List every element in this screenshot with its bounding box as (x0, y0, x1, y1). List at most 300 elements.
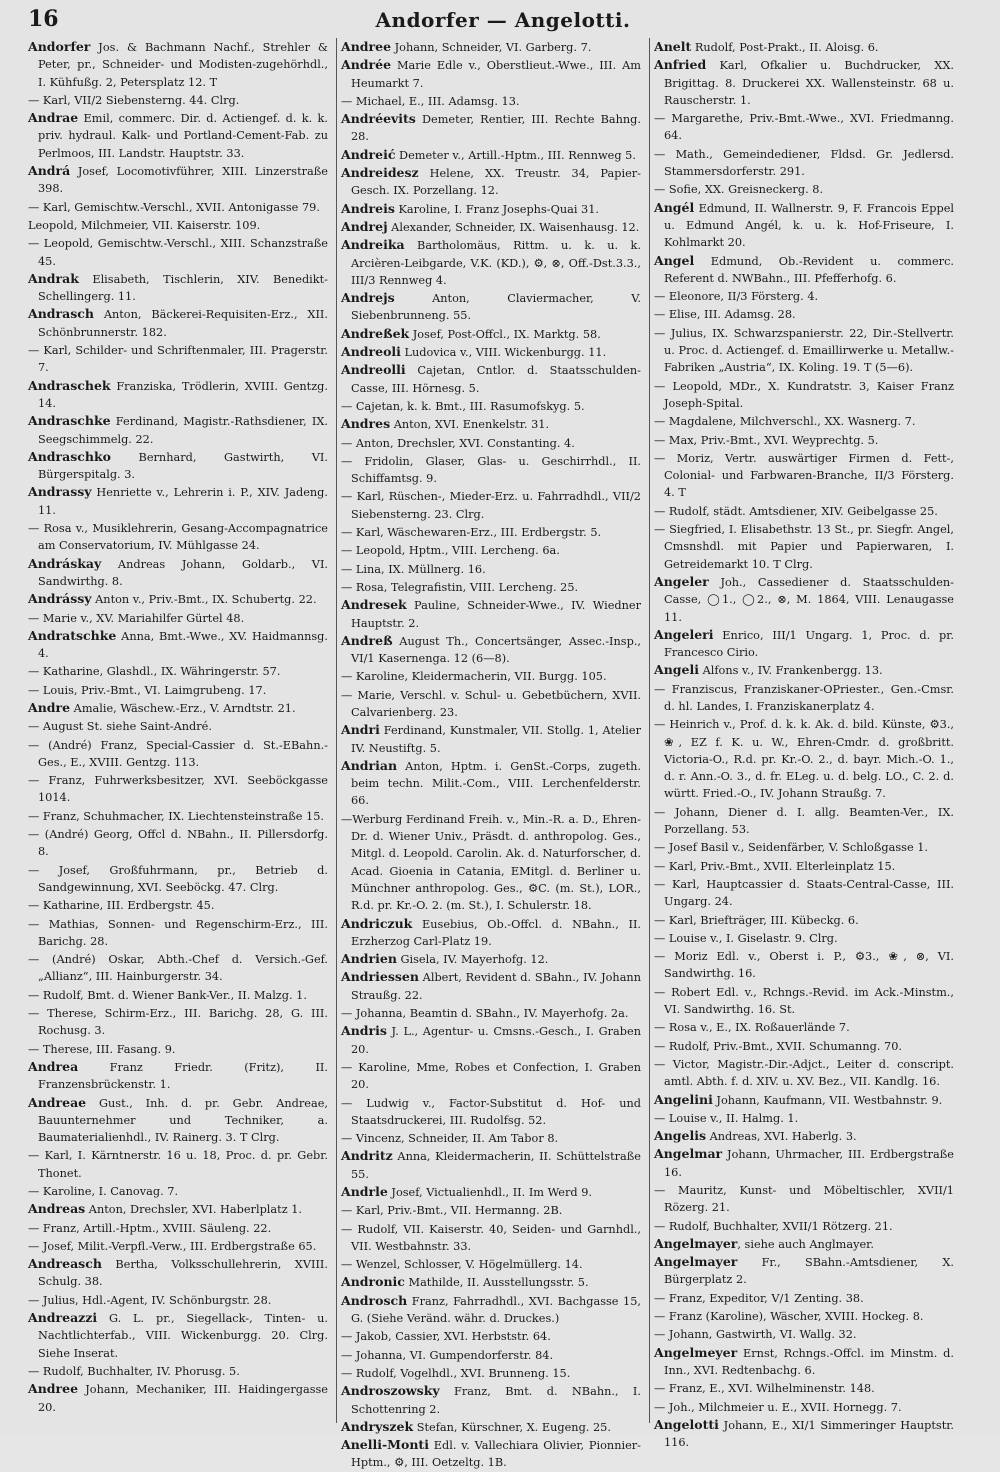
directory-entry (654, 929, 954, 947)
entry-details: Josef, Post-Offcl., IX. Marktg. 58. (409, 327, 601, 341)
directory-entry (341, 289, 641, 325)
directory-entry (28, 896, 328, 914)
entry-details: Alexander, Schneider, IX. Waisenhausg. 12. (387, 220, 640, 234)
entry-surname: Andreasch (28, 1256, 102, 1272)
entry-details: J. L., Agentur- u. Cmsns.-Gesch., I. Graben 20. (351, 1025, 641, 1056)
entry-surname: Andrej (341, 218, 388, 234)
directory-entry (654, 1289, 954, 1307)
directory-entry (28, 162, 328, 198)
entry-surname: Andrien (341, 951, 397, 967)
entry-details: Franz Friedr. (Fritz), II. Franzensbrückenstr. 1. (38, 1060, 328, 1092)
entry-details: Ludovica v., VIII. Wickenburgg. 11. (400, 346, 607, 360)
entry-surname: Andrae (28, 110, 79, 126)
entry-details: Alfons v., IV. Frankenbergg. 13. (698, 664, 883, 678)
entry-details: — Rosa, Telegrafistin, VIII. Lercheng. 25. (341, 580, 579, 594)
directory-entry (341, 325, 641, 343)
entry-details: — Robert Edl. v., Rchngs.-Revid. im Ack.-Minstm., VI. Sandwirthg. 16. St. (654, 985, 954, 1017)
directory-entry (341, 397, 641, 415)
entry-details: — Karl, I. Kärntnerstr. 16 u. 18, Proc. d. pr. Gebr. Thonet. (28, 1149, 328, 1180)
entry-details: Mathilde, II. Ausstellungsstr. 5. (404, 1276, 589, 1290)
directory-entry (341, 721, 641, 757)
entry-surname: Andreoli (341, 344, 401, 360)
entry-surname: Andráskay (28, 555, 102, 571)
directory-entry (654, 875, 954, 911)
directory-entry (341, 810, 641, 915)
directory-entry (654, 252, 954, 288)
entry-surname: Angelis (654, 1128, 707, 1144)
directory-entry (341, 1201, 641, 1219)
directory-entry (654, 324, 954, 377)
entry-details: — Julius, IX. Schwarzspanierstr. 22, Dir.-Stellvertr. u. Proc. d. Actiengef. d. Emaillirwerke u. Metallw.-Fabriken „Austria“, IX. Koling. 19. T (5—6). (654, 326, 954, 375)
entry-details: — Katharine, III. Erdbergstr. 45. (28, 899, 215, 913)
directory-entry (654, 626, 954, 662)
entry-details: Ernst, Rchngs.-Offcl. im Minstm. d. Inn., XVI. Redtenbachg. 6. (664, 1346, 954, 1377)
directory-entry (341, 38, 641, 56)
directory-entry (341, 487, 641, 523)
entry-details: — Math., Gemeindediener, Fldsd. Gr. Jedlersd. Stammersdorferstr. 291. (654, 147, 954, 179)
directory-entry (28, 699, 328, 717)
entry-details: — Franz, Artill.-Hptm., XVIII. Säuleng. 22. (28, 1221, 272, 1235)
directory-entry (28, 1291, 328, 1309)
directory-entry (28, 270, 328, 306)
directory-entry (341, 1022, 641, 1058)
entry-details: — Max, Priv.-Bmt., XVI. Weyprechtg. 5. (654, 433, 879, 447)
entry-surname: Andreis (341, 200, 395, 216)
directory-entry (654, 983, 954, 1019)
directory-entry (654, 947, 954, 983)
entry-details: — Franz, Fuhrwerksbesitzer, XVI. Seeböckgasse 1014. (28, 774, 328, 805)
directory-entry (654, 502, 954, 520)
entry-surname: Angeleri (654, 626, 714, 642)
entry-details: Emil, commerc. Dir. d. Actiengef. d. k. k. priv. hydraul. Kalk- und Portland-Cement-Fab. zu Perlmoos, III. Landstr. Hauptstr. 33. (38, 112, 328, 160)
directory-entry (654, 449, 954, 502)
directory-entry (341, 560, 641, 578)
entry-details: Andreas, XVI. Haberlg. 3. (706, 1130, 857, 1144)
directory-entry (341, 146, 641, 164)
entry-surname: Andree (28, 1381, 79, 1397)
entry-details: Franz, Fahrradhdl., XVI. Bachgasse 15, G. (Siehe Veränd. währ. d. Druckes.) (351, 1294, 641, 1326)
entry-details: — Marie, Verschl. v. Schul- u. Gebetbüchern, XVII. Calvarienberg. 23. (341, 688, 641, 719)
entry-details: Anton, Claviermacher, V. Siebenbrunneng. 55. (351, 292, 641, 323)
entry-surname: Andre (28, 699, 71, 715)
entry-details: — Elise, III. Adamsg. 28. (654, 308, 796, 322)
directory-entry (654, 1127, 954, 1145)
running-title: Andorfer — Angelotti. (375, 8, 631, 32)
entry-surname: Angelini (654, 1091, 713, 1107)
entry-details: Pauline, Schneider-Wwe., IV. Wiedner Hauptstr. 2. (351, 599, 641, 630)
entry-details: — Vincenz, Schneider, II. Am Tabor 8. (341, 1132, 559, 1146)
entry-details: — Katharine, Glashdl., IX. Währingerstr. 57. (28, 665, 281, 679)
directory-entry (654, 1398, 954, 1416)
directory-entry (341, 56, 641, 92)
directory-entry (654, 1055, 954, 1091)
directory-entry (28, 609, 328, 627)
entry-details: Ferdinand, Magistr.-Rathsdiener, IX. Seegschimmelg. 22. (38, 415, 328, 446)
entry-details: — Moriz Edl. v., Oberst i. P., ⚙3., ❀, ⊗, VI. Sandwirthg. 16. (654, 950, 954, 981)
directory-entry (341, 667, 641, 685)
entry-surname: Angelmayer (654, 1235, 738, 1251)
directory-entry (28, 483, 328, 519)
directory-entry (654, 1307, 954, 1325)
entry-details: — Karoline, Kleidermacherin, VII. Burgg. 105. (341, 670, 607, 684)
directory-entry (28, 412, 328, 448)
entry-surname: Andreolli (341, 362, 406, 378)
entry-details: Franz, Bmt. d. NBahn., I. Schottenring 2. (351, 1385, 641, 1416)
entry-surname: Andrejs (341, 290, 395, 306)
entry-surname: Andri (341, 722, 380, 738)
directory-entry (654, 305, 954, 323)
entry-surname: Andreidesz (341, 165, 419, 181)
entry-details: — Rudolf, Vogelhdl., XVI. Brunneng. 15. (341, 1366, 571, 1380)
entry-details: Elisabeth, Tischlerin, XIV. Benedikt-Schellingerg. 11. (38, 272, 328, 304)
entry-details: Karl, Ofkalier u. Buchdrucker, XX. Brigittag. 8. Druckerei XX. Wallensteinstr. 68 u. Rauscherstr. 1. (664, 59, 954, 107)
entry-details: — Rosa v., E., IX. Roßauerlände 7. (654, 1021, 850, 1035)
entry-surname: Andritz (341, 1148, 393, 1164)
directory-entry (341, 596, 641, 632)
directory-entry (28, 1040, 328, 1058)
entry-details: Bertha, Volksschullehrerin, XVIII. Schulg. 38. (38, 1258, 328, 1289)
directory-entry (654, 199, 954, 252)
entry-details: — Leopold, MDr., X. Kundratstr. 3, Kaiser Franz Joseph-Spital. (654, 379, 954, 410)
entry-surname: Androszowsky (341, 1383, 440, 1399)
directory-entry (341, 915, 641, 951)
directory-entry (341, 1183, 641, 1201)
entry-surname: Andreßek (341, 325, 410, 341)
directory-entry (28, 1255, 328, 1291)
directory-entry (28, 1362, 328, 1380)
entry-surname: Andratschke (28, 627, 117, 643)
directory-entry (341, 361, 641, 397)
directory-entry (341, 218, 641, 236)
entry-details: — Marie v., XV. Mariahilfer Gürtel 48. (28, 611, 245, 625)
directory-entry (654, 377, 954, 413)
entry-details: — Rudolf, Bmt. d. Wiener Bank-Ver., II. Malzg. 1. (28, 988, 307, 1002)
directory-entry (654, 1325, 954, 1343)
directory-entry (654, 145, 954, 181)
entry-surname: Andreić (341, 146, 396, 162)
entry-details: Helene, XX. Treustr. 34, Papier-Gesch. IX. Porzellang. 12. (351, 167, 641, 198)
entry-details: Edmund, Ob.-Revident u. commerc. Referent d. NWBahn., III. Pfefferhofg. 6. (664, 254, 954, 285)
directory-entry (654, 1344, 954, 1380)
directory-entry (654, 1109, 954, 1127)
entry-surname: Andreß (341, 632, 393, 648)
entry-details: Karoline, I. Franz Josephs-Quai 31. (394, 202, 600, 216)
entry-surname: Angelotti (654, 1416, 719, 1432)
entry-details: Josef, Locomotivführer, XIII. Linzerstraße 398. (38, 165, 328, 196)
column-left (28, 38, 328, 1423)
entry-details: — (André) Georg, Offcl d. NBahn., II. Pillersdorfg. 8. (28, 828, 328, 859)
entry-details: Demeter v., Artill.-Hptm., III. Rennweg 5. (395, 148, 636, 162)
entry-surname: Angelmar (654, 1146, 723, 1162)
entry-details: — Johanna, VI. Gumpendorferstr. 84. (341, 1348, 554, 1362)
entry-details: — Louise v., I. Giselastr. 9. Clrg. (654, 931, 838, 945)
entry-details: — Leopold, Gemischtw.-Verschl., XIII. Schanzstraße 45. (28, 237, 328, 268)
entry-details: Andreas Johann, Goldarb., VI. Sandwirthg. 8. (38, 557, 328, 588)
entry-details: — Rudolf, städt. Amtsdiener, XIV. Geibelgasse 25. (654, 504, 938, 518)
directory-entry (654, 1037, 954, 1055)
entry-details: Marie Edle v., Oberstlieut.-Wwe., III. Am Heumarkt 7. (351, 59, 641, 90)
entry-surname: Andraschke (28, 413, 111, 429)
directory-entry (341, 968, 641, 1004)
directory-entry (654, 838, 954, 856)
entry-details: — Therese, Schirm-Erz., III. Barichg. 28, G. III. Rochusg. 3. (28, 1007, 328, 1038)
directory-entry (28, 216, 328, 234)
directory-entry (28, 681, 328, 699)
entry-surname: Andris (341, 1023, 387, 1039)
directory-entry (28, 519, 328, 555)
directory-entry (654, 573, 954, 626)
entry-details: — Moriz, Vertr. auswärtiger Firmen d. Fett-, Colonial- und Farbwaren-Branche, II/3 Försterg. 4. T (654, 451, 954, 500)
entry-details: Henriette v., Lehrerin i. P., XIV. Jadeng. 11. (38, 486, 328, 517)
directory-entry (341, 1436, 641, 1472)
entry-details: Johann, E., XI/1 Simmeringer Hauptstr. 116. (664, 1418, 954, 1450)
column-right (654, 38, 954, 1450)
entry-details: — Johann, Diener d. I. allg. Beamten-Ver., IX. Porzellang. 53. (654, 805, 954, 837)
entry-details: Edl. v. Vallechiara Olivier, Pionnier-Hptm., ⚙, III. Oetzeltg. 1B. (351, 1439, 641, 1470)
entry-details: — Anton, Drechsler, XVI. Constanting. 4. (341, 436, 575, 450)
entry-details: Ferdinand, Kunstmaler, VII. Stollg. 1, Atelier IV. Neustiftg. 5. (351, 724, 641, 755)
entry-details: — Franz (Karoline), Wäscher, XVIII. Hockeg. 8. (654, 1310, 924, 1324)
directory-entry (28, 1004, 328, 1040)
entry-details: — Ludwig v., Factor-Substitut d. Hof- und Staatsdruckerei, III. Rudolfsg. 52. (341, 1096, 641, 1127)
directory-entry (654, 1145, 954, 1181)
directory-entry (654, 1379, 954, 1397)
entry-details: Edmund, II. Wallnerstr. 9, F. Francois Eppel u. Edmund Angél, k. u. k. Hof-Friseure, I. Kohlmarkt 20. (664, 201, 954, 250)
entry-details: Joh., Cassediener d. Staatsschulden-Casse, ◯1., ◯2., ⊗, M. 1864, VIII. Lenaugasse 11. (664, 575, 954, 624)
entry-details: — August St. siehe Saint-André. (28, 720, 212, 734)
directory-entry (28, 662, 328, 680)
entry-details: — Johann, Gastwirth, VI. Wallg. 32. (654, 1328, 857, 1342)
directory-entry (654, 715, 954, 802)
directory-entry (341, 1292, 641, 1328)
entry-details: — Rudolf, Buchhalter, IV. Phorusg. 5. (28, 1364, 240, 1378)
entry-details: — Rudolf, Priv.-Bmt., XVII. Schumanng. 70. (654, 1039, 902, 1053)
directory-entry (28, 590, 328, 608)
directory-entry (28, 771, 328, 807)
directory-entry (341, 1220, 641, 1256)
entry-details: — Karl, Rüschen-, Mieder-Erz. u. Fahrradhdl., VII/2 Siebensterng. 23. Clrg. (341, 490, 641, 521)
entry-surname: Andrassy (28, 484, 92, 500)
entry-details: — Karl, Schilder- und Schriftenmaler, III. Pragerstr. 7. (28, 344, 328, 375)
directory-entry (341, 523, 641, 541)
entry-details: August Th., Concertsänger, Assec.-Insp., VI/1 Kasernenga. 12 (6—8). (351, 634, 641, 666)
entry-details: Albert, Revident d. SBahn., IV. Johann Straußg. 22. (351, 971, 641, 1002)
directory-entry (654, 180, 954, 198)
entry-surname: Andresek (341, 597, 407, 613)
column-divider (649, 38, 650, 1423)
entry-details: Anton, Drechsler, XVI. Haberlplatz 1. (85, 1203, 303, 1217)
directory-entry (28, 1309, 328, 1362)
entry-details: Johann, Schneider, VI. Garberg. 7. (391, 41, 592, 54)
entry-details: Demeter, Rentier, III. Rechte Bahng. 28. (351, 113, 641, 144)
entry-details: Anton, Hptm. i. GenSt.-Corps, zugeth. beim techn. Milit.-Com., VIII. Lerchenfelderstr. 66. (351, 759, 641, 808)
entry-surname: Andrak (28, 270, 79, 286)
directory-entry (341, 1058, 641, 1094)
entry-surname: Andryszek (341, 1418, 414, 1434)
entry-surname: Angél (654, 199, 695, 215)
entry-details: — Margarethe, Priv.-Bmt.-Wwe., XVI. Friedmanng. 64. (654, 112, 954, 143)
entry-details: — Josef, Großfuhrmann, pr., Betrieb d. Sandgewinnung, XVI. Seeböckg. 47. Clrg. (28, 863, 328, 894)
directory-entry (341, 92, 641, 110)
directory-entry (341, 632, 641, 668)
entry-surname: Angeler (654, 573, 709, 589)
entry-surname: Andraschko (28, 448, 111, 464)
directory-entry (654, 520, 954, 573)
directory-entry (28, 1146, 328, 1182)
directory-entry (28, 1094, 328, 1147)
entry-details: Gust., Inh. d. pr. Gebr. Andreae, Bauunternehmer und Techniker, a. Baumaterialienhdl., IV. Rainerg. 3. T Clrg. (38, 1096, 328, 1145)
entry-surname: Andreika (341, 237, 405, 253)
directory-entry (341, 200, 641, 218)
directory-entry (28, 825, 328, 861)
directory-entry (654, 857, 954, 875)
entry-surname: Angelmeyer (654, 1344, 738, 1360)
entry-details: , siehe auch Anglmayer. (737, 1237, 874, 1251)
entry-details: — Josef, Milit.-Verpfl.-Verw., III. Erdbergstraße 65. (28, 1239, 317, 1253)
directory-entry (28, 198, 328, 216)
entry-details: — Franziscus, Franziskaner-OPriester., Gen.-Cmsr. d. hl. Landes, I. Franziskanerplatz 4. (654, 682, 954, 713)
directory-entry (654, 1217, 954, 1235)
entry-details: — Julius, Hdl.-Agent, IV. Schönburgstr. 28. (28, 1293, 272, 1307)
directory-entry (28, 736, 328, 772)
directory-entry (341, 1364, 641, 1382)
entry-surname: Andrea (28, 1058, 79, 1074)
entry-details: Anna, Bmt.-Wwe., XV. Haidmannsg. 4. (38, 629, 328, 661)
entry-details: Enrico, III/1 Ungarg. 1, Proc. d. pr. Francesco Cirio. (664, 628, 954, 660)
directory-entry (654, 287, 954, 305)
directory-entry (28, 234, 328, 270)
directory-entry (28, 1200, 328, 1218)
entry-details: — Wenzel, Schlosser, V. Högelmüllerg. 14. (341, 1258, 583, 1272)
entry-details: Cajetan, Cntlor. d. Staatsschulden-Casse, III. Hörnesg. 5. (351, 364, 641, 395)
entry-surname: Anelli-Monti (341, 1437, 429, 1453)
entry-details: — Karl, Priv.-Bmt., VII. Hermanng. 2B. (341, 1204, 563, 1218)
directory-entry (28, 91, 328, 109)
entry-details: Anton, Bäckerei-Requisiten-Erz., XII. Schönbrunnerstr. 182. (38, 308, 328, 339)
directory-entry (654, 38, 954, 56)
directory-entry (28, 950, 328, 986)
entry-details: Anton v., Priv.-Bmt., IX. Schubertg. 22. (91, 593, 317, 607)
entry-surname: Andree (341, 39, 392, 54)
entry-details: — Johanna, Beamtin d. SBahn., IV. Mayerhofg. 2a. (341, 1007, 629, 1021)
entry-details: — Mauritz, Kunst- und Möbeltischler, XVII/1 Rözerg. 21. (654, 1184, 954, 1215)
entry-details: — Rudolf, Buchhalter, XVII/1 Rötzerg. 21. (654, 1219, 893, 1233)
entry-surname: Andriczuk (341, 915, 413, 931)
column-divider (336, 38, 337, 1423)
entry-details: — Siegfried, I. Elisabethstr. 13 St., pr. Siegfr. Angel, Cmsnshdl. mit Papier und Papierwaren, I. Getreidemarkt 10. T Clrg. (654, 523, 954, 571)
directory-entry (341, 1255, 641, 1273)
entry-details: — Magdalene, Milchverschl., XX. Wasnerg. 7. (654, 415, 916, 429)
entry-details: — Karl, Wäschewaren-Erz., III. Erdbergstr. 5. (341, 526, 602, 540)
directory-entry (341, 343, 641, 361)
entry-details: — Karl, Priv.-Bmt., XVII. Elterleinplatz 15. (654, 859, 896, 873)
directory-entry (28, 861, 328, 897)
entry-surname: Andorfer (28, 39, 91, 54)
entry-surname: Andrasch (28, 306, 94, 322)
entry-surname: Angel (654, 252, 695, 268)
columns (28, 38, 978, 1470)
directory-entry (341, 578, 641, 596)
directory-entry (28, 717, 328, 735)
entry-details: Fr., SBahn.-Amtsdiener, X. Bürgerplatz 2. (664, 1256, 954, 1287)
directory-entry (28, 1237, 328, 1255)
entry-details: — (André) Oskar, Abth.-Chef d. Versich.-Gef. „Allianz“, III. Hainburgerstr. 34. (28, 953, 328, 984)
directory-entry (28, 341, 328, 377)
entry-details: Josef, Victualienhdl., II. Im Werd 9. (387, 1186, 592, 1199)
directory-entry (341, 164, 641, 200)
entry-surname: Anelt (654, 39, 692, 54)
entry-details: — Heinrich v., Prof. d. k. k. Ak. d. bild. Künste, ⚙3., ❀, EZ f. K. u. W., Ehren-Cmdr. d. großbritt. Victoria-O., R.d. pr. Kr.-O. 2., d. bayr. Mich.-O. 1., d. r. Ann.-O. 3., d. fr. ELeg. u. d. belg. LO., C. 2. d. württ. Fried.-O., IV. Johann Straußg. 7. (654, 718, 954, 801)
entry-details: Eusebius, Ob.-Offcl. d. NBahn., II. Erzherzog Carl-Platz 19. (351, 917, 641, 948)
directory-entry (28, 807, 328, 825)
entry-details: Gisela, IV. Mayerhofg. 12. (396, 953, 549, 967)
directory-entry (341, 1004, 641, 1022)
directory-entry (341, 434, 641, 452)
entry-surname: Andrássy (28, 591, 92, 607)
directory-entry (28, 448, 328, 484)
entry-details: — Karoline, Mme, Robes et Confection, I. Graben 20. (341, 1060, 641, 1092)
directory-entry (654, 109, 954, 145)
entry-details: Anton, XVI. Enenkelstr. 31. (390, 418, 550, 432)
entry-details: — Rosa v., Musiklehrerin, Gesang-Accompagnatrice am Conservatorium, IV. Mühlgasse 24. (28, 522, 328, 553)
entry-details: — (André) Franz, Special-Cassier d. St.-EBahn.-Ges., E., XVIII. Gentzg. 113. (28, 738, 328, 769)
entry-surname: Andres (341, 416, 391, 432)
directory-entry (28, 915, 328, 951)
directory-entry (28, 1182, 328, 1200)
directory-entry (28, 1380, 328, 1416)
directory-entry (341, 1418, 641, 1436)
entry-surname: Andreazzi (28, 1310, 98, 1326)
entry-details: Anna, Kleidermacherin, II. Schüttelstraße 55. (351, 1150, 641, 1181)
entry-details: — Josef Basil v., Seidenfärber, V. Schloßgasse 1. (654, 841, 929, 855)
directory-entry (28, 305, 328, 341)
entry-surname: Andrée (341, 57, 392, 73)
directory-entry (654, 431, 954, 449)
directory-entry (341, 1327, 641, 1345)
directory-entry (341, 541, 641, 559)
entry-surname: Andréevits (341, 111, 416, 127)
directory-entry (28, 109, 328, 162)
entry-details: — Louis, Priv.-Bmt., VI. Laimgrubeng. 17. (28, 683, 267, 697)
page-number: 16 (28, 6, 59, 32)
directory-entry (341, 1382, 641, 1418)
entry-surname: Andronic (341, 1274, 405, 1290)
entry-surname: Andriessen (341, 969, 419, 985)
directory-entry (341, 686, 641, 722)
entry-surname: Angeli (654, 662, 699, 678)
entry-details: — Lina, IX. Müllnerg. 16. (341, 562, 486, 576)
directory-entry (28, 555, 328, 591)
directory-entry (654, 1091, 954, 1109)
entry-surname: Andrá (28, 163, 71, 179)
entry-details: — Karoline, I. Canovag. 7. (28, 1185, 179, 1198)
entry-details: — Karl, VII/2 Siebensterng. 44. Clrg. (28, 93, 240, 107)
directory-entry (341, 757, 641, 810)
entry-surname: Anfried (654, 57, 707, 73)
entry-details: Leopold, Milchmeier, VII. Kaiserstr. 109. (28, 218, 261, 232)
directory-entry (28, 38, 328, 91)
directory-entry (654, 680, 954, 716)
directory-entry (341, 236, 641, 289)
entry-details: Stefan, Kürschner, X. Eugeng. 25. (413, 1420, 611, 1434)
directory-entry (28, 627, 328, 663)
entry-details: — Leopold, Hptm., VIII. Lercheng. 6a. (341, 544, 560, 558)
entry-details: — Franz, E., XVI. Wilhelminenstr. 148. (654, 1382, 875, 1396)
entry-details: Johann, Mechaniker, III. Haidingergasse 20. (38, 1383, 328, 1414)
directory-entry (654, 56, 954, 109)
directory-entry (654, 661, 954, 679)
entry-details: Rudolf, Post-Prakt., II. Aloisg. 6. (691, 41, 879, 54)
